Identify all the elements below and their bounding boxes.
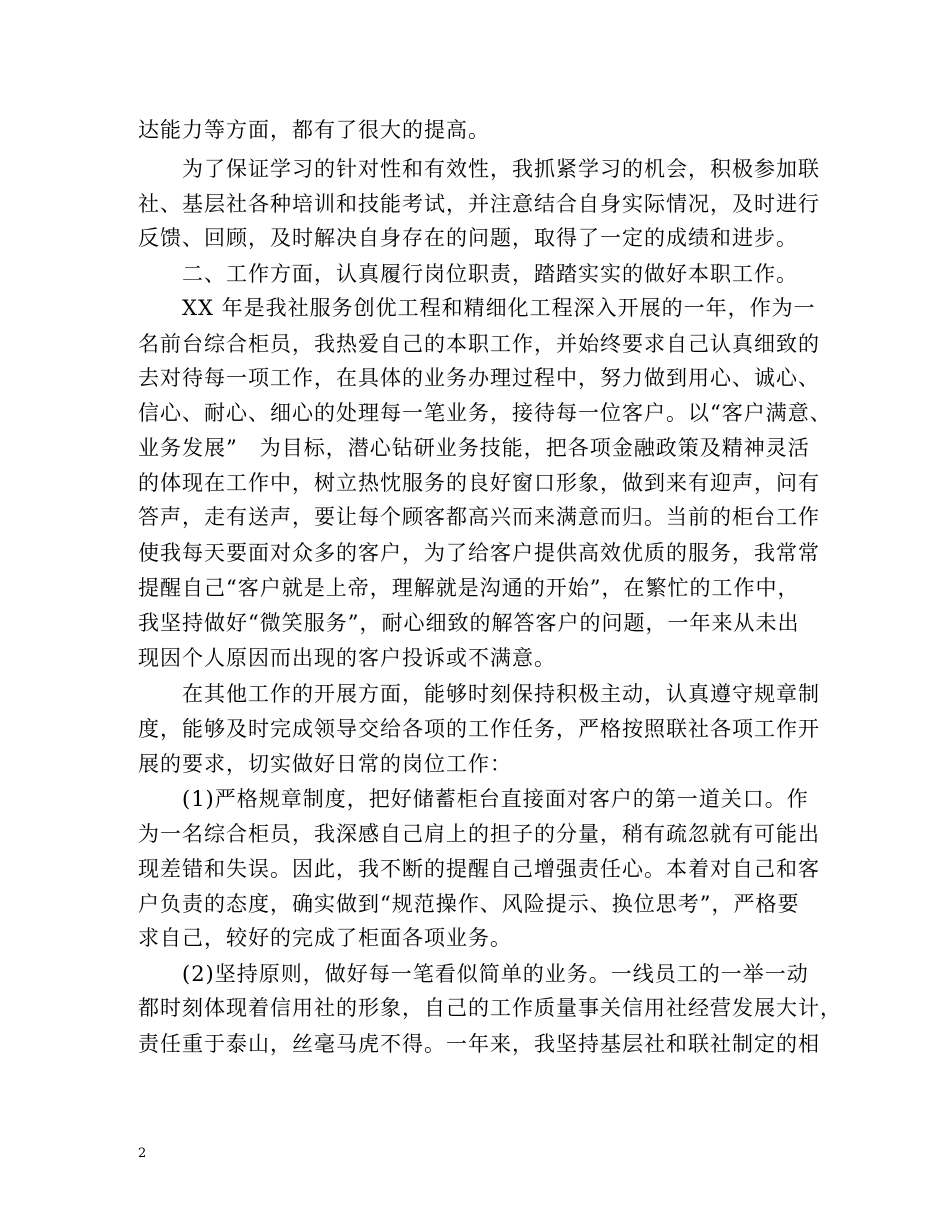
text-line: 为了保证学习的针对性和有效性，我抓紧学习的机会，积极参加联 xyxy=(138,157,820,181)
text-line: 现差错和失误。因此，我不断的提醒自己增强责任心。本着对自己和客 xyxy=(138,857,820,881)
text-line: 答声，走有送声，要让每个顾客都高兴而来满意而归。当前的柜台工作 xyxy=(138,505,820,529)
text-line: 度，能够及时完成领导交给各项的工作任务，严格按照联社各项工作开 xyxy=(138,717,820,741)
text-line: (1)严格规章制度，把好储蓄柜台直接面对客户的第一道关口。作 xyxy=(138,787,809,811)
text-line: 社、基层社各种培训和技能考试，并注意结合自身实际情况，及时进行 xyxy=(138,192,820,216)
text-line: 二、工作方面，认真履行岗位职责，踏踏实实的做好本职工作。 xyxy=(138,262,798,286)
text-line: 提醒自己“客户就是上帝，理解就是沟通的开始”，在繁忙的工作中， xyxy=(138,576,800,600)
text-line: (2)坚持原则，做好每一笔看似简单的业务。一线员工的一举一动 xyxy=(138,962,809,986)
text-line: 现因个人原因而出现的客户投诉或不满意。 xyxy=(138,646,556,670)
text-line: 反馈、回顾，及时解决自身存在的问题，取得了一定的成绩和进步。 xyxy=(138,226,798,250)
text-line: 展的要求，切实做好日常的岗位工作： xyxy=(138,752,512,776)
text-line: 达能力等方面，都有了很大的提高。 xyxy=(138,118,490,142)
text-line: 使我每天要面对众多的客户，为了给客户提供高效优质的服务，我常常 xyxy=(138,541,820,565)
text-line: 我坚持做好“微笑服务”，耐心细致的解答客户的问题，一年来从未出 xyxy=(138,611,800,635)
text-line: 为一名综合柜员，我深感自己肩上的担子的分量，稍有疏忽就有可能出 xyxy=(138,822,820,846)
text-line: 在其他工作的开展方面，能够时刻保持积极主动，认真遵守规章制 xyxy=(138,682,820,706)
text-line: 都时刻体现着信用社的形象，自己的工作质量事关信用社经营发展大计， xyxy=(138,996,842,1020)
text-line: 业务发展” 为目标，潜心钻研业务技能，把各项金融政策及精神灵活 xyxy=(138,436,810,460)
text-line: 去对待每一项工作，在具体的业务办理过程中，努力做到用心、诚心、 xyxy=(138,366,820,390)
text-line: 求自己，较好的完成了柜面各项业务。 xyxy=(138,926,512,950)
text-line: 户负责的态度，确实做到“规范操作、风险提示、换位思考”，严格要 xyxy=(138,892,800,916)
text-line: 信心、耐心、细心的处理每一笔业务，接待每一位客户。以“客户满意、 xyxy=(138,401,832,425)
text-line: 责任重于泰山，丝毫马虎不得。一年来，我坚持基层社和联社制定的相 xyxy=(138,1032,820,1056)
text-line: XX 年是我社服务创优工程和精细化工程深入开展的一年，作为一 xyxy=(138,296,816,320)
page-number: 2 xyxy=(138,1146,147,1161)
text-line: 名前台综合柜员，我热爱自己的本职工作，并始终要求自己认真细致的 xyxy=(138,332,820,356)
text-line: 的体现在工作中，树立热忱服务的良好窗口形象，做到来有迎声，问有 xyxy=(138,471,820,495)
